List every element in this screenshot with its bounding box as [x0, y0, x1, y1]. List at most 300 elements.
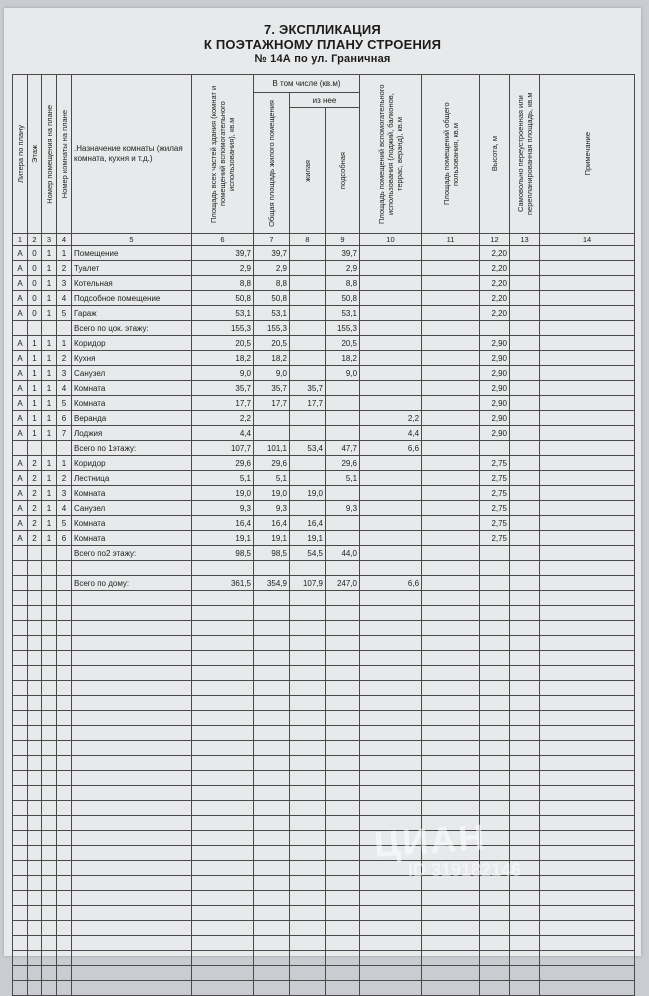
table-cell [192, 726, 254, 741]
table-cell [290, 321, 326, 336]
table-cell: 1 [28, 426, 42, 441]
table-cell [480, 921, 510, 936]
table-cell [422, 756, 480, 771]
table-cell [422, 501, 480, 516]
table-cell [326, 411, 360, 426]
table-cell: 1 [28, 411, 42, 426]
empty-row [13, 891, 635, 906]
table-cell: А [13, 381, 28, 396]
empty-row [13, 801, 635, 816]
table-cell: 19,0 [290, 486, 326, 501]
table-cell [540, 831, 635, 846]
table-cell: 19,1 [290, 531, 326, 546]
table-cell [192, 861, 254, 876]
table-cell [540, 456, 635, 471]
table-cell [326, 696, 360, 711]
table-cell: 4 [57, 501, 72, 516]
table-cell: 2,90 [480, 351, 510, 366]
table-cell [540, 576, 635, 591]
table-cell [72, 906, 192, 921]
table-cell [422, 726, 480, 741]
table-cell [326, 651, 360, 666]
table-cell: 19,1 [192, 531, 254, 546]
table-cell [57, 981, 72, 996]
table-cell [360, 561, 422, 576]
column-number: 10 [360, 234, 422, 246]
table-cell [510, 576, 540, 591]
table-cell [540, 396, 635, 411]
table-cell [13, 696, 28, 711]
table-cell [422, 246, 480, 261]
table-cell [480, 786, 510, 801]
table-cell [540, 951, 635, 966]
table-cell [28, 711, 42, 726]
table-cell [28, 666, 42, 681]
table-cell: 8,8 [254, 276, 290, 291]
header-naznachenie: .Назначение комнаты (жилая комната, кухня и т.д.) [72, 75, 192, 234]
table-cell [326, 786, 360, 801]
table-cell: Котельная [72, 276, 192, 291]
title-line-2: К ПОЭТАЖНОМУ ПЛАНУ СТРОЕНИЯ [203, 37, 442, 52]
table-cell: 1 [28, 396, 42, 411]
table-cell [42, 786, 57, 801]
table-cell: 2,2 [360, 411, 422, 426]
table-cell [326, 606, 360, 621]
header-zhilaya: жилая [290, 108, 326, 234]
column-number: 4 [57, 234, 72, 246]
table-cell [480, 606, 510, 621]
table-cell: 2,20 [480, 246, 510, 261]
table-cell [360, 786, 422, 801]
table-cell [422, 516, 480, 531]
table-cell [360, 741, 422, 756]
table-cell [192, 816, 254, 831]
table-cell: 5,1 [192, 471, 254, 486]
table-cell [540, 471, 635, 486]
table-cell [254, 846, 290, 861]
table-cell: 9,3 [326, 501, 360, 516]
table-cell: 6 [57, 411, 72, 426]
table-cell [360, 546, 422, 561]
table-cell [540, 306, 635, 321]
table-row [13, 531, 635, 546]
table-cell: 50,8 [326, 291, 360, 306]
column-number: 14 [540, 234, 635, 246]
table-cell: 1 [42, 486, 57, 501]
table-cell: 1 [57, 246, 72, 261]
table-cell [57, 561, 72, 576]
table-row [13, 321, 635, 336]
table-cell [28, 546, 42, 561]
table-cell: 0 [28, 276, 42, 291]
table-cell [480, 726, 510, 741]
table-cell [422, 291, 480, 306]
table-cell [28, 846, 42, 861]
table-cell: 1 [42, 531, 57, 546]
table-cell [510, 261, 540, 276]
table-cell [13, 771, 28, 786]
table-cell [360, 366, 422, 381]
table-cell [13, 591, 28, 606]
table-cell [326, 981, 360, 996]
table-cell [254, 756, 290, 771]
table-cell: 5,1 [254, 471, 290, 486]
table-cell [192, 621, 254, 636]
table-cell [540, 276, 635, 291]
table-cell [480, 981, 510, 996]
table-cell: 2 [28, 531, 42, 546]
table-cell [72, 696, 192, 711]
table-cell: 2 [57, 471, 72, 486]
table-cell: А [13, 366, 28, 381]
table-cell [290, 696, 326, 711]
table-cell [13, 441, 28, 456]
table-cell: 18,2 [254, 351, 290, 366]
table-cell [13, 906, 28, 921]
table-cell [510, 951, 540, 966]
table-cell [422, 366, 480, 381]
table-cell: 9,3 [254, 501, 290, 516]
table-cell [192, 756, 254, 771]
table-cell [422, 261, 480, 276]
table-cell: 35,7 [290, 381, 326, 396]
table-cell [510, 426, 540, 441]
table-cell [28, 576, 42, 591]
table-cell [290, 951, 326, 966]
table-cell [540, 816, 635, 831]
table-cell [42, 651, 57, 666]
table-cell [422, 711, 480, 726]
table-cell [72, 606, 192, 621]
table-cell [57, 906, 72, 921]
table-cell [510, 636, 540, 651]
table-cell: Всего по дому: [72, 576, 192, 591]
table-cell: 2,75 [480, 501, 510, 516]
table-cell [540, 636, 635, 651]
table-cell [57, 771, 72, 786]
table-cell: 39,7 [254, 246, 290, 261]
table-cell [510, 921, 540, 936]
table-cell: Лестница [72, 471, 192, 486]
table-cell [57, 606, 72, 621]
table-cell [192, 876, 254, 891]
table-cell [290, 261, 326, 276]
table-cell [192, 936, 254, 951]
table-cell [42, 711, 57, 726]
table-cell [360, 456, 422, 471]
table-cell: 107,7 [192, 441, 254, 456]
table-cell [57, 891, 72, 906]
table-cell: 2,20 [480, 261, 510, 276]
table-cell [42, 876, 57, 891]
table-cell: 19,0 [192, 486, 254, 501]
table-cell [13, 981, 28, 996]
table-cell [72, 891, 192, 906]
table-cell [326, 741, 360, 756]
table-cell [360, 351, 422, 366]
table-cell [72, 726, 192, 741]
table-cell [42, 891, 57, 906]
table-cell: 0 [28, 246, 42, 261]
table-cell: 155,3 [192, 321, 254, 336]
table-cell [422, 936, 480, 951]
table-cell [326, 876, 360, 891]
explication-table [12, 74, 635, 996]
table-cell: А [13, 276, 28, 291]
table-cell [42, 636, 57, 651]
table-cell [290, 906, 326, 921]
table-cell [422, 891, 480, 906]
table-row [13, 561, 635, 576]
table-cell [42, 906, 57, 921]
table-cell [360, 666, 422, 681]
table-cell [422, 456, 480, 471]
table-cell [13, 741, 28, 756]
table-cell [72, 681, 192, 696]
table-cell [42, 981, 57, 996]
table-cell [290, 471, 326, 486]
table-cell [510, 291, 540, 306]
table-cell [326, 426, 360, 441]
table-cell: 2 [57, 261, 72, 276]
table-cell [254, 831, 290, 846]
table-cell [510, 651, 540, 666]
column-number: 8 [290, 234, 326, 246]
table-cell [42, 441, 57, 456]
table-cell: 354,9 [254, 576, 290, 591]
table-cell [540, 381, 635, 396]
table-cell [510, 891, 540, 906]
table-cell [13, 546, 28, 561]
table-cell [28, 441, 42, 456]
table-cell: 98,5 [254, 546, 290, 561]
table-cell [290, 876, 326, 891]
table-cell [540, 321, 635, 336]
table-cell [28, 621, 42, 636]
table-cell [72, 636, 192, 651]
table-cell: 2,9 [254, 261, 290, 276]
table-cell [290, 606, 326, 621]
table-cell [480, 576, 510, 591]
table-cell [510, 906, 540, 921]
empty-row [13, 861, 635, 876]
table-cell: 29,6 [254, 456, 290, 471]
table-cell [28, 651, 42, 666]
document-title [4, 22, 641, 67]
table-cell [28, 861, 42, 876]
table-cell [254, 711, 290, 726]
table-cell [540, 411, 635, 426]
table-cell [540, 726, 635, 741]
table-cell [510, 666, 540, 681]
table-cell [360, 621, 422, 636]
table-cell: 18,2 [192, 351, 254, 366]
table-cell: 107,9 [290, 576, 326, 591]
table-cell: 1 [42, 246, 57, 261]
table-cell: 50,8 [254, 291, 290, 306]
table-cell: 4,4 [192, 426, 254, 441]
table-cell [290, 351, 326, 366]
title-line-3: № 14А по ул. Граничная [254, 53, 391, 65]
table-cell [326, 621, 360, 636]
table-cell [42, 846, 57, 861]
table-cell [13, 876, 28, 891]
table-cell [254, 741, 290, 756]
table-cell [72, 876, 192, 891]
table-cell [42, 771, 57, 786]
table-cell [422, 951, 480, 966]
table-cell [422, 336, 480, 351]
table-cell [422, 426, 480, 441]
table-cell: 5 [57, 396, 72, 411]
table-cell [326, 486, 360, 501]
table-cell: Коридор [72, 336, 192, 351]
table-cell [57, 816, 72, 831]
table-cell [254, 951, 290, 966]
table-cell [480, 741, 510, 756]
table-cell [290, 636, 326, 651]
table-cell [42, 576, 57, 591]
table-cell [72, 936, 192, 951]
table-cell [422, 531, 480, 546]
table-cell [290, 666, 326, 681]
table-cell [540, 651, 635, 666]
table-cell [192, 561, 254, 576]
table-cell [540, 921, 635, 936]
table-cell: А [13, 516, 28, 531]
table-cell [254, 876, 290, 891]
table-cell: Туалет [72, 261, 192, 276]
table-cell [422, 801, 480, 816]
table-cell [192, 681, 254, 696]
table-cell [510, 726, 540, 741]
table-cell [290, 831, 326, 846]
empty-row [13, 726, 635, 741]
table-cell [290, 756, 326, 771]
table-cell: 2 [28, 501, 42, 516]
table-cell [192, 906, 254, 921]
table-cell: 1 [42, 381, 57, 396]
table-cell [57, 936, 72, 951]
table-cell [28, 636, 42, 651]
table-cell: 35,7 [254, 381, 290, 396]
table-cell [57, 321, 72, 336]
table-cell: 1 [28, 351, 42, 366]
table-cell [422, 576, 480, 591]
table-cell [192, 966, 254, 981]
table-cell [72, 711, 192, 726]
table-cell [510, 981, 540, 996]
table-cell [510, 411, 540, 426]
table-cell [422, 306, 480, 321]
table-cell: А [13, 486, 28, 501]
table-cell: 1 [57, 336, 72, 351]
table-cell: 2,90 [480, 411, 510, 426]
table-cell [326, 801, 360, 816]
table-cell [422, 621, 480, 636]
table-cell [326, 921, 360, 936]
table-cell: 2 [28, 456, 42, 471]
table-cell [72, 921, 192, 936]
table-cell [254, 621, 290, 636]
table-cell [326, 726, 360, 741]
table-row [13, 276, 635, 291]
table-cell [360, 981, 422, 996]
table-cell [360, 756, 422, 771]
table-cell [540, 561, 635, 576]
table-cell [360, 891, 422, 906]
table-cell [13, 561, 28, 576]
table-cell [72, 651, 192, 666]
table-cell [42, 921, 57, 936]
table-row [13, 261, 635, 276]
table-cell [254, 921, 290, 936]
table-cell [13, 831, 28, 846]
table-cell: 1 [42, 471, 57, 486]
table-cell [13, 816, 28, 831]
table-cell [422, 906, 480, 921]
table-cell: 1 [42, 276, 57, 291]
table-cell [510, 546, 540, 561]
table-cell: 1 [42, 261, 57, 276]
table-cell [72, 591, 192, 606]
table-cell [480, 681, 510, 696]
table-cell [290, 936, 326, 951]
table-cell: А [13, 396, 28, 411]
table-cell [192, 741, 254, 756]
table-cell [360, 771, 422, 786]
table-row [13, 486, 635, 501]
table-cell [13, 951, 28, 966]
table-cell [510, 696, 540, 711]
table-cell: 19,0 [254, 486, 290, 501]
table-cell [480, 621, 510, 636]
table-cell: 1 [42, 426, 57, 441]
table-cell [540, 336, 635, 351]
table-cell [57, 831, 72, 846]
column-number: 5 [72, 234, 192, 246]
table-cell [57, 786, 72, 801]
table-cell [360, 306, 422, 321]
table-cell [13, 606, 28, 621]
table-cell [540, 591, 635, 606]
column-number: 7 [254, 234, 290, 246]
table-cell: А [13, 291, 28, 306]
table-cell [480, 951, 510, 966]
table-cell: 1 [42, 306, 57, 321]
empty-row [13, 846, 635, 861]
table-cell [326, 381, 360, 396]
table-cell: 2,90 [480, 336, 510, 351]
table-cell [192, 981, 254, 996]
table-body [13, 246, 635, 996]
table-cell [540, 606, 635, 621]
table-cell [13, 756, 28, 771]
empty-row [13, 876, 635, 891]
table-cell: 2 [28, 471, 42, 486]
table-cell: 6,6 [360, 441, 422, 456]
table-cell [510, 816, 540, 831]
table-cell: 39,7 [326, 246, 360, 261]
table-row [13, 426, 635, 441]
table-cell [57, 666, 72, 681]
header-vysota: Высота, м [480, 75, 510, 234]
header-obshego-polzovaniya: Площадь помещений общего пользования, кв.м [422, 75, 480, 234]
table-cell: А [13, 336, 28, 351]
column-number: 3 [42, 234, 57, 246]
table-cell [422, 471, 480, 486]
table-cell [290, 966, 326, 981]
